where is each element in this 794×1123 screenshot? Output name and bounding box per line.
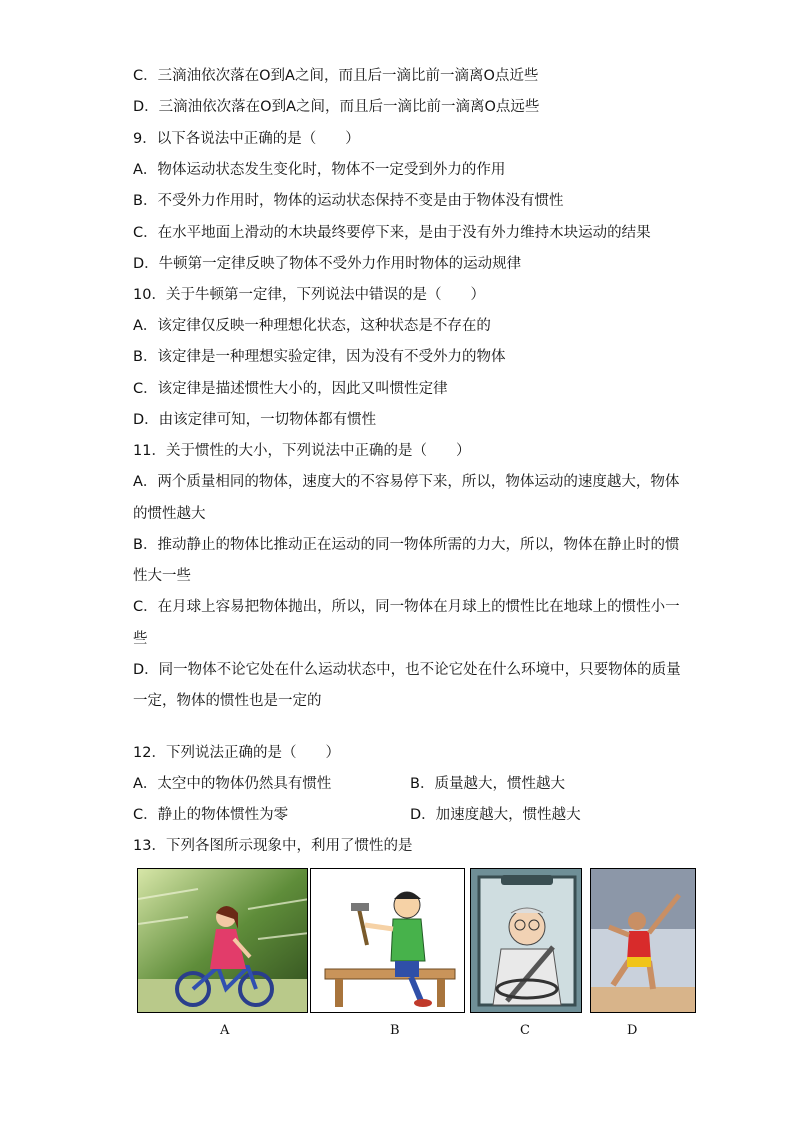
figure-label-d: D bbox=[627, 1023, 638, 1038]
question-13: 13．下列各图所示现象中，利用了惯性的是 bbox=[133, 838, 413, 854]
figure-label-c: C bbox=[520, 1023, 530, 1038]
option-10d: D．由该定律可知，一切物体都有惯性 bbox=[133, 412, 377, 428]
figure-c-seatbelt-image bbox=[470, 868, 582, 1013]
option-11a-line1: A．两个质量相同的物体，速度大的不容易停下来，所以，物体运动的速度越大，物体 bbox=[133, 474, 680, 490]
option-12d: D．加速度越大，惯性越大 bbox=[410, 807, 581, 823]
question-11: 11．关于惯性的大小，下列说法中正确的是（ ） bbox=[133, 443, 471, 459]
option-11c-line1: C．在月球上容易把物体抛出，所以，同一物体在月球上的惯性比在地球上的惯性小一 bbox=[133, 599, 680, 615]
option-10c: C．该定律是描述惯性大小的，因此又叫惯性定律 bbox=[133, 381, 448, 397]
figure-strip bbox=[137, 868, 696, 1013]
question-9: 9．以下各说法中正确的是（ ） bbox=[133, 131, 360, 147]
line-8d: D．三滴油依次落在O到A之间，而且后一滴比前一滴离O点远些 bbox=[133, 99, 540, 115]
option-11b-line2: 性大一些 bbox=[133, 568, 191, 584]
option-10a: A．该定律仅反映一种理想化状态，这种状态是不存在的 bbox=[133, 318, 491, 334]
option-10b: B．该定律是一种理想实验定律，因为没有不受外力的物体 bbox=[133, 349, 506, 365]
option-9a: A．物体运动状态发生变化时，物体不一定受到外力的作用 bbox=[133, 162, 506, 178]
option-11b-line1: B．推动静止的物体比推动正在运动的同一物体所需的力大，所以，物体在静止时的惯 bbox=[133, 537, 680, 553]
option-9d: D．牛顿第一定律反映了物体不受外力作用时物体的运动规律 bbox=[133, 256, 522, 272]
option-11d-line1: D．同一物体不论它处在什么运动状态中，也不论它处在什么环境中，只要物体的质量 bbox=[133, 662, 681, 678]
option-9b: B．不受外力作用时，物体的运动状态保持不变是由于物体没有惯性 bbox=[133, 193, 564, 209]
question-12: 12．下列说法正确的是（ ） bbox=[133, 745, 340, 761]
figure-label-a: A bbox=[220, 1023, 230, 1038]
option-11a-line2: 的惯性越大 bbox=[133, 506, 206, 522]
figure-a-bicycle-image bbox=[137, 868, 308, 1013]
option-12a: A．太空中的物体仍然具有惯性 bbox=[133, 776, 332, 792]
option-11d-line2: 一定，物体的惯性也是一定的 bbox=[133, 693, 322, 709]
option-12c: C．静止的物体惯性为零 bbox=[133, 807, 289, 823]
option-11c-line2: 些 bbox=[133, 631, 148, 647]
figure-d-long-jump-image bbox=[590, 868, 696, 1013]
line-8c: C．三滴油依次落在O到A之间，而且后一滴比前一滴离O点近些 bbox=[133, 68, 539, 84]
figure-b-hammering-image bbox=[310, 868, 465, 1013]
option-9c: C．在水平地面上滑动的木块最终要停下来，是由于没有外力维持木块运动的结果 bbox=[133, 225, 651, 241]
question-10: 10．关于牛顿第一定律，下列说法中错误的是（ ） bbox=[133, 287, 485, 303]
option-12b: B．质量越大，惯性越大 bbox=[410, 776, 565, 792]
figure-label-b: B bbox=[390, 1023, 400, 1038]
